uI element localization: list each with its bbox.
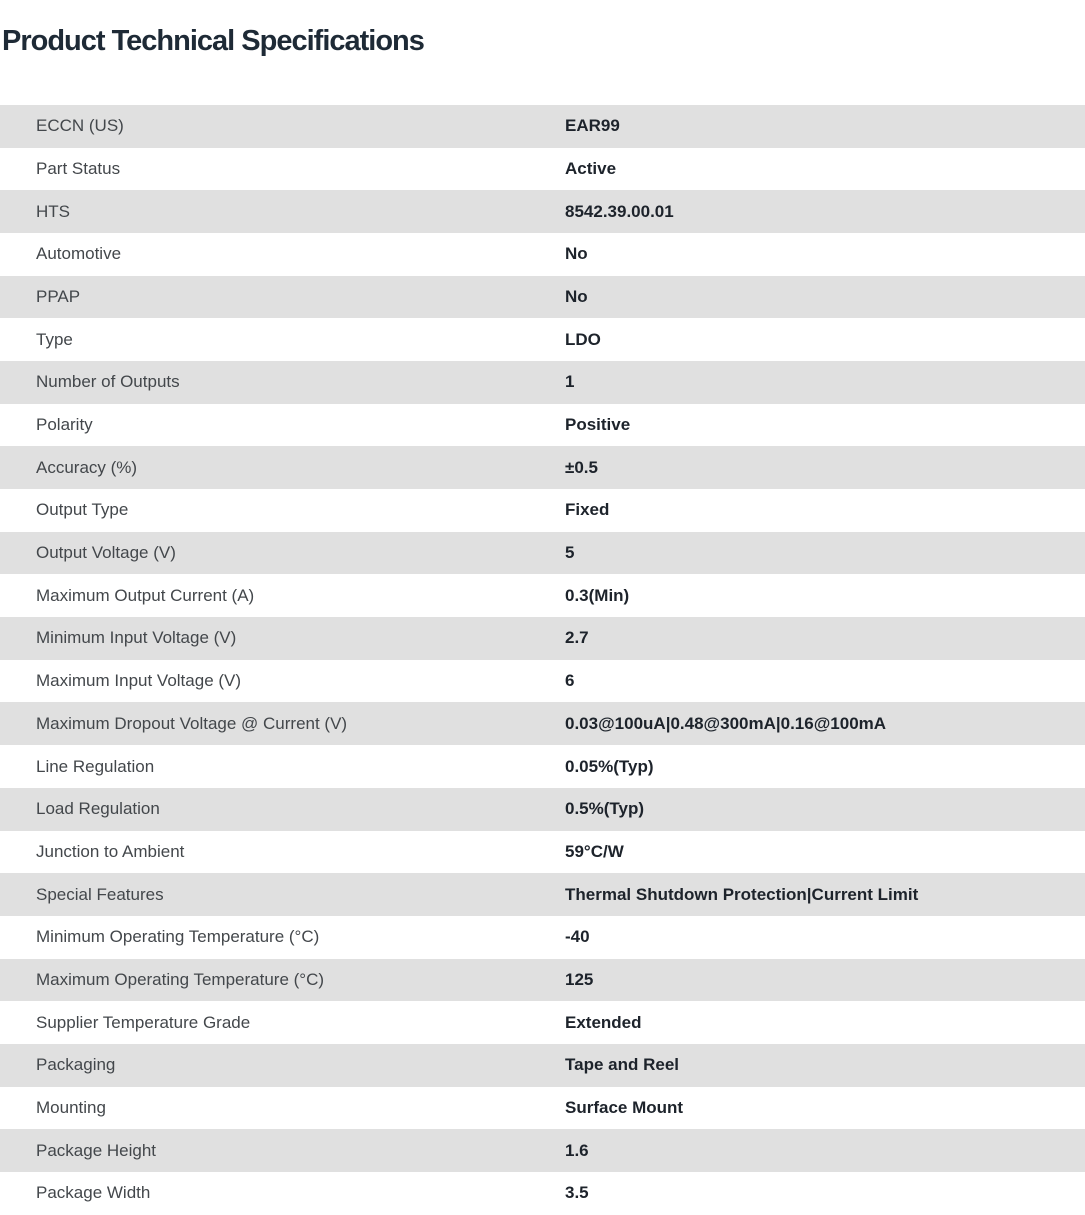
spec-label: Maximum Dropout Voltage @ Current (V) [36, 713, 348, 733]
table-row [0, 1172, 1085, 1215]
spec-value: Positive [565, 415, 631, 434]
spec-label: HTS [36, 201, 70, 221]
table-row [0, 1129, 1085, 1172]
spec-label: Packaging [36, 1055, 116, 1075]
table-row [0, 617, 1085, 660]
spec-label: Maximum Operating Temperature (°C) [36, 969, 325, 989]
spec-value: 0.05%(Typ) [565, 756, 654, 776]
table-row [0, 702, 1085, 745]
spec-value: No [565, 286, 588, 306]
table-row [0, 1044, 1085, 1087]
spec-label: ECCN (US) [36, 116, 124, 136]
spec-label: Polarity [36, 415, 93, 434]
spec-value: Thermal Shutdown Protection|Current Limit [565, 884, 919, 904]
spec-label: Minimum Operating Temperature (°C) [36, 927, 320, 947]
page-title: Product Technical Specifications [2, 25, 424, 58]
spec-label: Load Regulation [36, 799, 160, 819]
spec-label: Accuracy (%) [36, 457, 138, 477]
spec-value: 59°C/W [565, 841, 624, 861]
spec-value: 8542.39.00.01 [565, 201, 674, 221]
spec-value: 6 [565, 671, 575, 691]
spec-label: Automotive [36, 244, 122, 264]
spec-value: 125 [565, 969, 594, 989]
spec-value: 3.5 [565, 1183, 589, 1203]
spec-value: Fixed [565, 500, 610, 520]
spec-label: Output Voltage (V) [36, 543, 176, 563]
spec-value: 0.03@100uA|0.48@300mA|0.16@100mA [565, 713, 887, 733]
spec-table [0, 105, 1085, 1215]
table-row [0, 916, 1085, 959]
spec-label: Mounting [36, 1098, 106, 1117]
table-row [0, 745, 1085, 788]
spec-label: Output Type [36, 500, 129, 520]
table-row [0, 532, 1085, 575]
spec-value: -40 [565, 927, 590, 947]
spec-value: No [565, 244, 588, 264]
spec-label: Supplier Temperature Grade [36, 1012, 251, 1032]
spec-value: 1.6 [565, 1140, 589, 1160]
spec-label: Maximum Input Voltage (V) [36, 671, 242, 691]
spec-value: 5 [565, 543, 575, 563]
table-row [0, 574, 1085, 617]
spec-label: Type [36, 329, 73, 349]
table-row [0, 1087, 1085, 1130]
spec-label: Special Features [36, 884, 164, 904]
spec-value: Extended [565, 1012, 642, 1032]
table-row [0, 660, 1085, 703]
table-row [0, 105, 1085, 148]
table-row [0, 276, 1085, 319]
table-row [0, 788, 1085, 831]
spec-value: 2.7 [565, 628, 589, 648]
table-row [0, 959, 1085, 1002]
spec-label: Package Height [36, 1140, 157, 1160]
spec-value: Surface Mount [565, 1098, 684, 1117]
spec-label: PPAP [36, 286, 81, 306]
spec-label: Line Regulation [36, 756, 155, 776]
spec-value: 0.3(Min) [565, 585, 630, 605]
spec-value: Active [565, 158, 617, 178]
spec-label: Package Width [36, 1183, 151, 1203]
spec-value: LDO [565, 329, 601, 349]
spec-label: Maximum Output Current (A) [36, 585, 255, 605]
table-row [0, 233, 1085, 276]
spec-label: Junction to Ambient [36, 841, 185, 861]
table-row [0, 446, 1085, 489]
table-row [0, 489, 1085, 532]
spec-value: 1 [565, 372, 575, 392]
table-row [0, 318, 1085, 361]
spec-value: 0.5%(Typ) [565, 799, 645, 819]
table-row [0, 404, 1085, 447]
spec-value: EAR99 [565, 116, 620, 136]
spec-value: ±0.5 [565, 457, 598, 477]
table-row [0, 831, 1085, 874]
table-row [0, 1001, 1085, 1044]
table-row [0, 148, 1085, 191]
spec-label: Number of Outputs [36, 372, 180, 392]
table-row [0, 361, 1085, 404]
spec-label: Minimum Input Voltage (V) [36, 628, 237, 648]
table-row [0, 873, 1085, 916]
spec-value: Tape and Reel [565, 1055, 679, 1075]
table-row [0, 190, 1085, 233]
spec-label: Part Status [36, 158, 121, 178]
